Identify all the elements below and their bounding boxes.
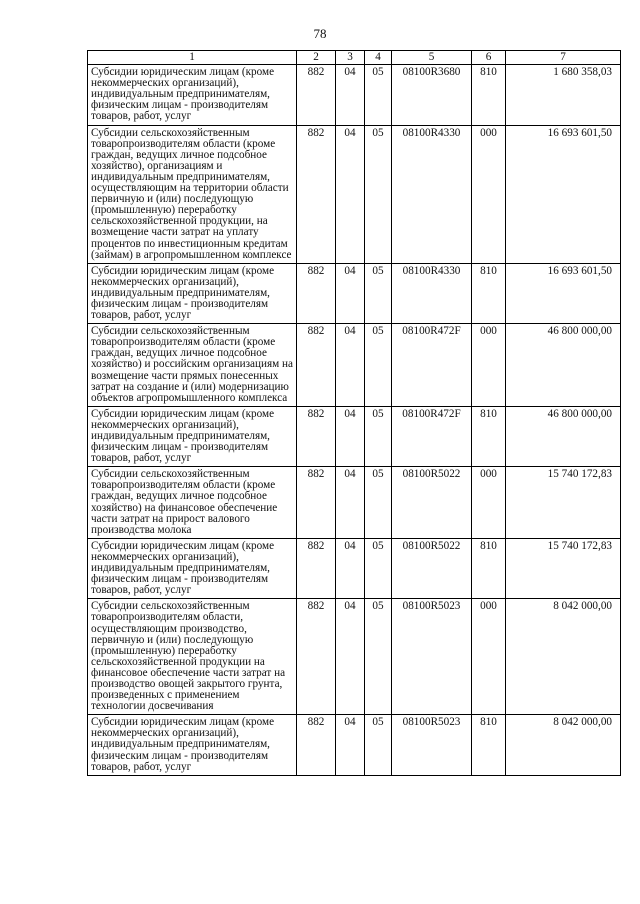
table-row — [88, 406, 621, 466]
row-description: Субсидии сельскохозяйственным товаропроизводителям области (кроме граждан, ведущих личное подсобное хозяйство) и российским организациям на возмещение части прямых понесенных затрат на создание и (или) модернизацию объектов агропромышленного комплекса — [88, 324, 297, 407]
cell-target-article: 08100R4330 — [392, 125, 472, 263]
cell-target-article: 08100R5023 — [392, 715, 472, 775]
cell-expense-type: 810 — [472, 406, 506, 466]
cell-code-2: 882 — [297, 406, 336, 466]
cell-amount: 8 042 000,00 — [506, 715, 621, 775]
row-description: Субсидии сельскохозяйственным товаропроизводителям области (кроме граждан, ведущих личное подсобное хозяйство) на финансовое обеспечение части затрат на прирост валового производства молока — [88, 467, 297, 539]
cell-amount: 8 042 000,00 — [506, 599, 621, 715]
cell-target-article: 08100R5023 — [392, 599, 472, 715]
row-description: Субсидии сельскохозяйственным товаропроизводителям области (кроме граждан, ведущих личное подсобное хозяйство), организациям и индивидуальным предпринимателям, осуществляющим на территории области первичную и (или) последующую (промышленную) переработку сельскохозяйственной продукции, на возмещение части затрат на уплату процентов по инвестиционным кредитам (займам) в агропромышленном комплексе — [88, 125, 297, 263]
cell-amount: 1 680 358,03 — [506, 65, 621, 125]
cell-section: 04 — [336, 467, 365, 539]
column-header: 2 — [297, 51, 336, 65]
table-row — [88, 538, 621, 598]
cell-target-article: 08100R3680 — [392, 65, 472, 125]
cell-code-2: 882 — [297, 263, 336, 323]
cell-amount: 16 693 601,50 — [506, 125, 621, 263]
table-header-row — [88, 51, 621, 65]
cell-amount: 46 800 000,00 — [506, 324, 621, 407]
page-number: 78 — [313, 26, 327, 41]
cell-section: 04 — [336, 715, 365, 775]
cell-amount: 15 740 172,83 — [506, 467, 621, 539]
table-row — [88, 467, 621, 539]
cell-subsection: 05 — [365, 263, 392, 323]
cell-expense-type: 000 — [472, 125, 506, 263]
table-row — [88, 715, 621, 775]
cell-amount: 46 800 000,00 — [506, 406, 621, 466]
column-header: 5 — [392, 51, 472, 65]
budget-table — [87, 50, 621, 776]
table-row — [88, 324, 621, 407]
cell-amount: 15 740 172,83 — [506, 538, 621, 598]
cell-code-2: 882 — [297, 538, 336, 598]
cell-subsection: 05 — [365, 715, 392, 775]
cell-code-2: 882 — [297, 599, 336, 715]
cell-subsection: 05 — [365, 324, 392, 407]
column-header: 3 — [336, 51, 365, 65]
row-description: Субсидии сельскохозяйственным товаропроизводителям области, осуществляющим производство, первичную и (или) последующую (промышленную) переработку сельскохозяйственной продукции на финансовое обеспечение части затрат на производство овощей закрытого грунта, произведенных с применением технологии досвечивания — [88, 599, 297, 715]
cell-section: 04 — [336, 324, 365, 407]
cell-section: 04 — [336, 263, 365, 323]
cell-subsection: 05 — [365, 65, 392, 125]
column-header: 4 — [365, 51, 392, 65]
cell-subsection: 05 — [365, 538, 392, 598]
cell-code-2: 882 — [297, 324, 336, 407]
cell-section: 04 — [336, 538, 365, 598]
cell-section: 04 — [336, 65, 365, 125]
table-row — [88, 599, 621, 715]
cell-expense-type: 000 — [472, 467, 506, 539]
cell-target-article: 08100R5022 — [392, 467, 472, 539]
cell-subsection: 05 — [365, 406, 392, 466]
column-header: 1 — [88, 51, 297, 65]
cell-amount: 16 693 601,50 — [506, 263, 621, 323]
cell-target-article: 08100R472F — [392, 406, 472, 466]
cell-target-article: 08100R4330 — [392, 263, 472, 323]
cell-subsection: 05 — [365, 125, 392, 263]
cell-code-2: 882 — [297, 65, 336, 125]
cell-code-2: 882 — [297, 715, 336, 775]
cell-subsection: 05 — [365, 467, 392, 539]
table-row — [88, 65, 621, 125]
column-header: 7 — [506, 51, 621, 65]
cell-expense-type: 810 — [472, 538, 506, 598]
row-description: Субсидии юридическим лицам (кроме некоммерческих организаций), индивидуальным предпринимателям, физическим лицам - производителям товаров, работ, услуг — [88, 406, 297, 466]
cell-expense-type: 000 — [472, 599, 506, 715]
cell-subsection: 05 — [365, 599, 392, 715]
row-description: Субсидии юридическим лицам (кроме некоммерческих организаций), индивидуальным предпринимателям, физическим лицам - производителям товаров, работ, услуг — [88, 538, 297, 598]
row-description: Субсидии юридическим лицам (кроме некоммерческих организаций), индивидуальным предпринимателям, физическим лицам - производителям товаров, работ, услуг — [88, 65, 297, 125]
table-row — [88, 125, 621, 263]
cell-code-2: 882 — [297, 125, 336, 263]
row-description: Субсидии юридическим лицам (кроме некоммерческих организаций), индивидуальным предпринимателям, физическим лицам - производителям товаров, работ, услуг — [88, 715, 297, 775]
column-header: 6 — [472, 51, 506, 65]
cell-target-article: 08100R472F — [392, 324, 472, 407]
cell-section: 04 — [336, 125, 365, 263]
table-row — [88, 263, 621, 323]
cell-expense-type: 810 — [472, 65, 506, 125]
cell-section: 04 — [336, 599, 365, 715]
cell-expense-type: 810 — [472, 263, 506, 323]
row-description: Субсидии юридическим лицам (кроме некоммерческих организаций), индивидуальным предпринимателям, физическим лицам - производителям товаров, работ, услуг — [88, 263, 297, 323]
cell-expense-type: 000 — [472, 324, 506, 407]
cell-section: 04 — [336, 406, 365, 466]
cell-target-article: 08100R5022 — [392, 538, 472, 598]
cell-code-2: 882 — [297, 467, 336, 539]
cell-expense-type: 810 — [472, 715, 506, 775]
